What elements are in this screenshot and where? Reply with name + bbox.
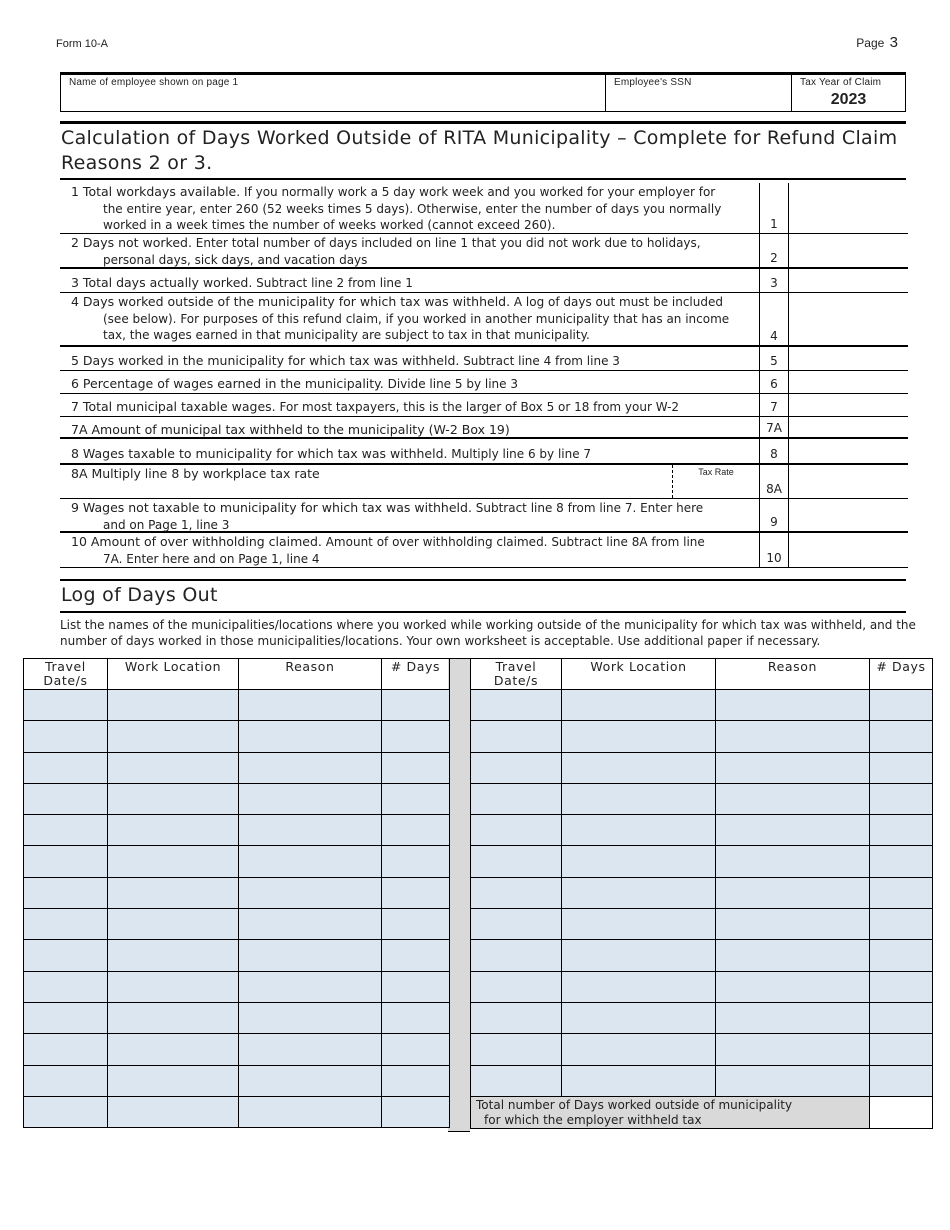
reason-cell[interactable]: [239, 909, 382, 940]
line-lead: 9 Wages not taxable to municipality for which tax was withheld.: [71, 500, 472, 515]
log-row: [471, 752, 933, 783]
work-location-cell[interactable]: [562, 690, 716, 721]
log-row: [471, 909, 933, 940]
log-row: [24, 1096, 450, 1127]
reason-cell[interactable]: [239, 721, 382, 752]
reason-cell[interactable]: [239, 1065, 382, 1096]
reason-cell[interactable]: [239, 1096, 382, 1127]
days-cell[interactable]: [382, 815, 450, 846]
form-id: Form 10-A: [56, 38, 108, 50]
line-lead: 1 Total workdays available.: [71, 184, 241, 199]
reason-cell[interactable]: [239, 1002, 382, 1033]
travel-date-cell[interactable]: [471, 909, 562, 940]
log-rule-top: [60, 579, 906, 581]
log-row: [471, 721, 933, 752]
days-cell[interactable]: [382, 971, 450, 1002]
travel-date-cell[interactable]: [471, 815, 562, 846]
work-location-cell[interactable]: [562, 971, 716, 1002]
line-10: [60, 533, 908, 568]
line-description-continued: tax, the wages earned in that municipality are subject to tax in that municipality.: [103, 328, 590, 342]
travel-date-cell[interactable]: [471, 721, 562, 752]
travel-date-cell[interactable]: [24, 909, 108, 940]
days-cell[interactable]: [382, 1096, 450, 1127]
log-table-right: [470, 658, 933, 1129]
line-text: A log of days out must be included: [510, 295, 723, 309]
days-cell[interactable]: [382, 1002, 450, 1033]
travel-date-cell[interactable]: [24, 1065, 108, 1096]
line-text: Enter total number of days included on line 1 that you did not work due to holidays,: [191, 236, 701, 250]
days-cell[interactable]: [382, 940, 450, 971]
line-text: Subtract line 8 from line 7. Enter here: [471, 501, 704, 515]
line-number: 3: [770, 276, 778, 290]
travel-date-cell[interactable]: [471, 940, 562, 971]
line-8a: [60, 465, 908, 499]
days-cell[interactable]: [382, 877, 450, 908]
line-lead: 4 Days worked outside of the municipality for which tax was withheld.: [71, 294, 511, 309]
reason-cell[interactable]: [716, 690, 870, 721]
line-number: 10: [766, 551, 782, 565]
log-row: [471, 846, 933, 877]
line-3: [60, 269, 908, 293]
line-description: [71, 353, 771, 370]
reason-cell[interactable]: [239, 1034, 382, 1065]
header-fields: [60, 72, 906, 112]
line-number-box: [759, 347, 789, 370]
employee-ssn-label: Employee's SSN: [614, 77, 692, 88]
days-cell[interactable]: [870, 1034, 933, 1065]
days-cell[interactable]: [870, 1002, 933, 1033]
log-row: [471, 815, 933, 846]
reason-cell[interactable]: [716, 783, 870, 814]
line-description: [71, 399, 771, 416]
days-cell[interactable]: [382, 1034, 450, 1065]
line-amount-input[interactable]: [789, 439, 908, 463]
line-number-box: [759, 499, 789, 531]
travel-date-cell[interactable]: [24, 940, 108, 971]
days-cell[interactable]: [870, 752, 933, 783]
reason-cell[interactable]: [239, 690, 382, 721]
line-number-box: [759, 293, 789, 345]
col-travel-dates: Travel Date/s: [471, 659, 562, 690]
days-cell[interactable]: [382, 783, 450, 814]
line-text: Subtract line 4 from line 3: [459, 354, 620, 368]
log-row: [24, 846, 450, 877]
travel-date-cell[interactable]: [471, 846, 562, 877]
line-number-box: [759, 439, 789, 463]
line-lead: 2 Days not worked.: [71, 235, 192, 250]
line-number-box: [759, 417, 789, 437]
reason-cell[interactable]: [239, 846, 382, 877]
days-cell[interactable]: [382, 909, 450, 940]
total-days-label: Total number of Days worked outside of municipality for which the employer withheld tax: [471, 1096, 870, 1128]
line-2: [60, 234, 908, 269]
line-number: 2: [770, 251, 778, 265]
reason-cell[interactable]: [239, 971, 382, 1002]
page-number-value: 3: [889, 34, 898, 51]
log-row: [471, 971, 933, 1002]
work-location-cell[interactable]: [108, 752, 239, 783]
log-table-left: [23, 658, 450, 1128]
line-lead: 7A Amount of municipal tax withheld to the municipality (W-2 Box 19): [71, 422, 510, 437]
line-1: [60, 183, 908, 234]
days-cell[interactable]: [870, 1065, 933, 1096]
travel-date-cell[interactable]: [24, 877, 108, 908]
line-7: [60, 394, 908, 417]
work-location-cell[interactable]: [562, 1034, 716, 1065]
col-days: # Days: [870, 659, 933, 690]
log-row: [471, 940, 933, 971]
travel-date-cell[interactable]: [24, 815, 108, 846]
log-row: [471, 690, 933, 721]
log-row: [24, 783, 450, 814]
line-amount-input[interactable]: [789, 347, 908, 370]
days-cell[interactable]: [870, 690, 933, 721]
line-amount-input[interactable]: [789, 533, 908, 567]
days-cell[interactable]: [382, 690, 450, 721]
days-cell[interactable]: [870, 846, 933, 877]
travel-date-cell[interactable]: [471, 971, 562, 1002]
travel-date-cell[interactable]: [471, 752, 562, 783]
log-row: [471, 1034, 933, 1065]
travel-date-cell[interactable]: [24, 690, 108, 721]
work-location-cell[interactable]: [108, 877, 239, 908]
reason-cell[interactable]: [716, 909, 870, 940]
line-amount-input[interactable]: [789, 417, 908, 437]
reason-cell[interactable]: [239, 783, 382, 814]
log-row: [24, 940, 450, 971]
travel-date-cell[interactable]: [471, 1065, 562, 1096]
line-description: [71, 184, 771, 234]
line-number-box: [759, 269, 789, 292]
line-amount-input[interactable]: [789, 293, 908, 345]
work-location-cell[interactable]: [562, 877, 716, 908]
line-number-box: [759, 234, 789, 267]
reason-cell[interactable]: [716, 1002, 870, 1033]
log-total-row: [471, 1096, 933, 1128]
work-location-cell[interactable]: [108, 846, 239, 877]
line-description-continued: 7A. Enter here and on Page 1, line 4: [103, 551, 320, 566]
work-location-cell[interactable]: [108, 1096, 239, 1127]
tax-rate-field[interactable]: [672, 465, 759, 498]
section-title: Calculation of Days Worked Outside of RITA Municipality – Complete for Refund Claim Reasons 2 or 3.: [61, 127, 898, 174]
days-cell[interactable]: [870, 877, 933, 908]
travel-date-cell[interactable]: [24, 846, 108, 877]
reason-cell[interactable]: [239, 940, 382, 971]
days-cell[interactable]: [870, 783, 933, 814]
col-work-location: Work Location: [562, 659, 716, 690]
line-text: Multiply line 6 by line 7: [447, 447, 592, 461]
log-row: [471, 1065, 933, 1096]
work-location-cell[interactable]: [562, 940, 716, 971]
travel-date-cell[interactable]: [24, 721, 108, 752]
line-amount-input[interactable]: [789, 269, 908, 292]
reason-cell[interactable]: [239, 752, 382, 783]
work-location-cell[interactable]: [108, 721, 239, 752]
days-cell[interactable]: [382, 752, 450, 783]
line-number: 9: [770, 515, 778, 529]
days-cell[interactable]: [870, 721, 933, 752]
line-6: [60, 371, 908, 394]
line-lead: 6 Percentage of wages earned in the municipality.: [71, 376, 384, 391]
line-description-continued: (see below). For purposes of this refund claim, if you worked in another municipality that has an income: [103, 311, 730, 326]
title-rule-top: [60, 121, 906, 124]
work-location-cell[interactable]: [108, 1002, 239, 1033]
title-rule-bottom: [60, 178, 906, 180]
reason-cell[interactable]: [716, 815, 870, 846]
col-reason: Reason: [239, 659, 382, 690]
line-lead: 8A Multiply line 8 by workplace tax rate: [71, 466, 320, 481]
line-text: Amount of over withholding claimed. Subtract line 8A from line: [321, 535, 705, 549]
days-cell[interactable]: [382, 846, 450, 877]
employee-name-field[interactable]: [61, 75, 606, 111]
travel-date-cell[interactable]: [471, 1002, 562, 1033]
line-description: [71, 235, 771, 268]
log-row: [471, 877, 933, 908]
log-row: [24, 1065, 450, 1096]
col-days: # Days: [382, 659, 450, 690]
reason-cell[interactable]: [716, 940, 870, 971]
line-text: If you normally work a 5 day work week and you worked for your employer for: [240, 185, 716, 199]
days-cell[interactable]: [870, 971, 933, 1002]
reason-cell[interactable]: [716, 1065, 870, 1096]
line-lead: 7 Total municipal taxable wages.: [71, 399, 276, 414]
work-location-cell[interactable]: [108, 1065, 239, 1096]
work-location-cell[interactable]: [562, 752, 716, 783]
travel-date-cell[interactable]: [471, 1034, 562, 1065]
line-number: 8: [770, 447, 778, 461]
log-row: [24, 909, 450, 940]
line-description: [71, 422, 771, 439]
reason-cell[interactable]: [239, 877, 382, 908]
line-text: Subtract line 2 from line 1: [252, 276, 413, 290]
line-8: [60, 439, 908, 465]
employee-ssn-field[interactable]: [606, 75, 792, 111]
travel-date-cell[interactable]: [471, 690, 562, 721]
reason-cell[interactable]: [239, 815, 382, 846]
line-amount-input[interactable]: [789, 234, 908, 267]
tax-year-value: 2023: [830, 91, 867, 108]
reason-cell[interactable]: [716, 846, 870, 877]
log-row: [24, 721, 450, 752]
calculation-lines: [60, 183, 908, 568]
line-number-box: [759, 465, 789, 498]
log-row: [24, 690, 450, 721]
travel-date-cell[interactable]: [24, 971, 108, 1002]
line-number: 7A: [766, 421, 782, 435]
days-cell[interactable]: [870, 940, 933, 971]
work-location-cell[interactable]: [562, 1065, 716, 1096]
days-cell[interactable]: [382, 1065, 450, 1096]
tax-rate-label: Tax Rate: [698, 467, 734, 477]
work-location-cell[interactable]: [108, 815, 239, 846]
log-row: [24, 752, 450, 783]
line-lead: 8 Wages taxable to municipality for which tax was withheld.: [71, 446, 448, 461]
line-description: [71, 294, 771, 344]
days-cell[interactable]: [870, 909, 933, 940]
work-location-cell[interactable]: [562, 783, 716, 814]
line-number: 5: [770, 354, 778, 368]
travel-date-cell[interactable]: [471, 783, 562, 814]
col-work-location: Work Location: [108, 659, 239, 690]
line-amount-input[interactable]: [789, 465, 908, 498]
line-lead: 10 Amount of over withholding claimed.: [71, 534, 322, 549]
days-cell[interactable]: [870, 815, 933, 846]
line-number: 7: [770, 400, 778, 414]
travel-date-cell[interactable]: [24, 783, 108, 814]
reason-cell[interactable]: [716, 971, 870, 1002]
reason-cell[interactable]: [716, 721, 870, 752]
line-number: 6: [770, 377, 778, 391]
work-location-cell[interactable]: [108, 940, 239, 971]
log-row: [24, 877, 450, 908]
page-label: Page: [856, 36, 885, 50]
line-4: [60, 293, 908, 347]
line-number: 4: [770, 329, 778, 343]
line-text: For most taxpayers, this is the larger of Box 5 or 18 from your W-2: [275, 400, 680, 414]
line-number-box: [759, 183, 789, 233]
work-location-cell[interactable]: [562, 846, 716, 877]
line-lead: 3 Total days actually worked.: [71, 275, 253, 290]
line-description: [71, 534, 771, 567]
col-travel-dates: Travel Date/s: [24, 659, 108, 690]
tax-year-field: [792, 75, 905, 111]
line-lead: 5 Days worked in the municipality for which tax was withheld.: [71, 353, 460, 368]
line-description: [71, 275, 771, 292]
travel-date-cell[interactable]: [24, 1002, 108, 1033]
log-title: Log of Days Out: [61, 584, 218, 606]
work-location-cell[interactable]: [562, 815, 716, 846]
reason-cell[interactable]: [716, 752, 870, 783]
log-row: [24, 1002, 450, 1033]
travel-date-cell[interactable]: [24, 752, 108, 783]
line-description: [71, 466, 771, 483]
line-number: 1: [770, 217, 778, 231]
line-amount-input[interactable]: [789, 499, 908, 531]
work-location-cell[interactable]: [562, 1002, 716, 1033]
line-9: [60, 499, 908, 533]
line-description-continued: personal days, sick days, and vacation days: [103, 252, 368, 267]
col-reason: Reason: [716, 659, 870, 690]
line-text: Divide line 5 by line 3: [383, 377, 518, 391]
log-rule-bottom: [60, 611, 906, 613]
line-amount-input[interactable]: [789, 394, 908, 416]
work-location-cell[interactable]: [562, 721, 716, 752]
line-description: [71, 500, 771, 533]
page-number: [856, 34, 898, 51]
log-row: [24, 1034, 450, 1065]
line-description-continued: worked in a week times the number of weeks worked (cannot exceed 260).: [103, 218, 556, 232]
log-row: [24, 815, 450, 846]
line-7a: [60, 417, 908, 439]
travel-date-cell[interactable]: [24, 1034, 108, 1065]
line-number: 8A: [766, 482, 782, 496]
work-location-cell[interactable]: [108, 971, 239, 1002]
line-5: [60, 347, 908, 371]
line-number-box: [759, 533, 789, 567]
line-number-box: [759, 394, 789, 416]
line-amount-input[interactable]: [789, 183, 908, 233]
travel-date-cell[interactable]: [24, 1096, 108, 1127]
log-instructions: List the names of the municipalities/locations where you worked while working outside of the municipality for which tax was withheld, and the number of days worked in those municipalities/locations. Your own worksheet is acceptable. Use additional paper if necessary.: [60, 618, 916, 648]
total-days-input[interactable]: [870, 1096, 933, 1128]
log-row: [24, 971, 450, 1002]
log-row: [471, 1002, 933, 1033]
log-table-separator: [448, 658, 470, 1132]
work-location-cell[interactable]: [108, 690, 239, 721]
line-number-box: [759, 371, 789, 393]
days-cell[interactable]: [382, 721, 450, 752]
reason-cell[interactable]: [716, 1034, 870, 1065]
reason-cell[interactable]: [716, 877, 870, 908]
work-location-cell[interactable]: [108, 909, 239, 940]
travel-date-cell[interactable]: [471, 877, 562, 908]
line-description: [71, 376, 771, 393]
tax-year-label: Tax Year of Claim: [800, 77, 882, 88]
line-description-continued: the entire year, enter 260 (52 weeks times 5 days). Otherwise, enter the number of days you normally: [103, 201, 722, 216]
employee-name-label: Name of employee shown on page 1: [69, 77, 239, 88]
line-description: [71, 446, 771, 463]
work-location-cell[interactable]: [108, 783, 239, 814]
work-location-cell[interactable]: [562, 909, 716, 940]
log-row: [471, 783, 933, 814]
line-description-continued: and on Page 1, line 3: [103, 517, 230, 532]
work-location-cell[interactable]: [108, 1034, 239, 1065]
line-amount-input[interactable]: [789, 371, 908, 393]
